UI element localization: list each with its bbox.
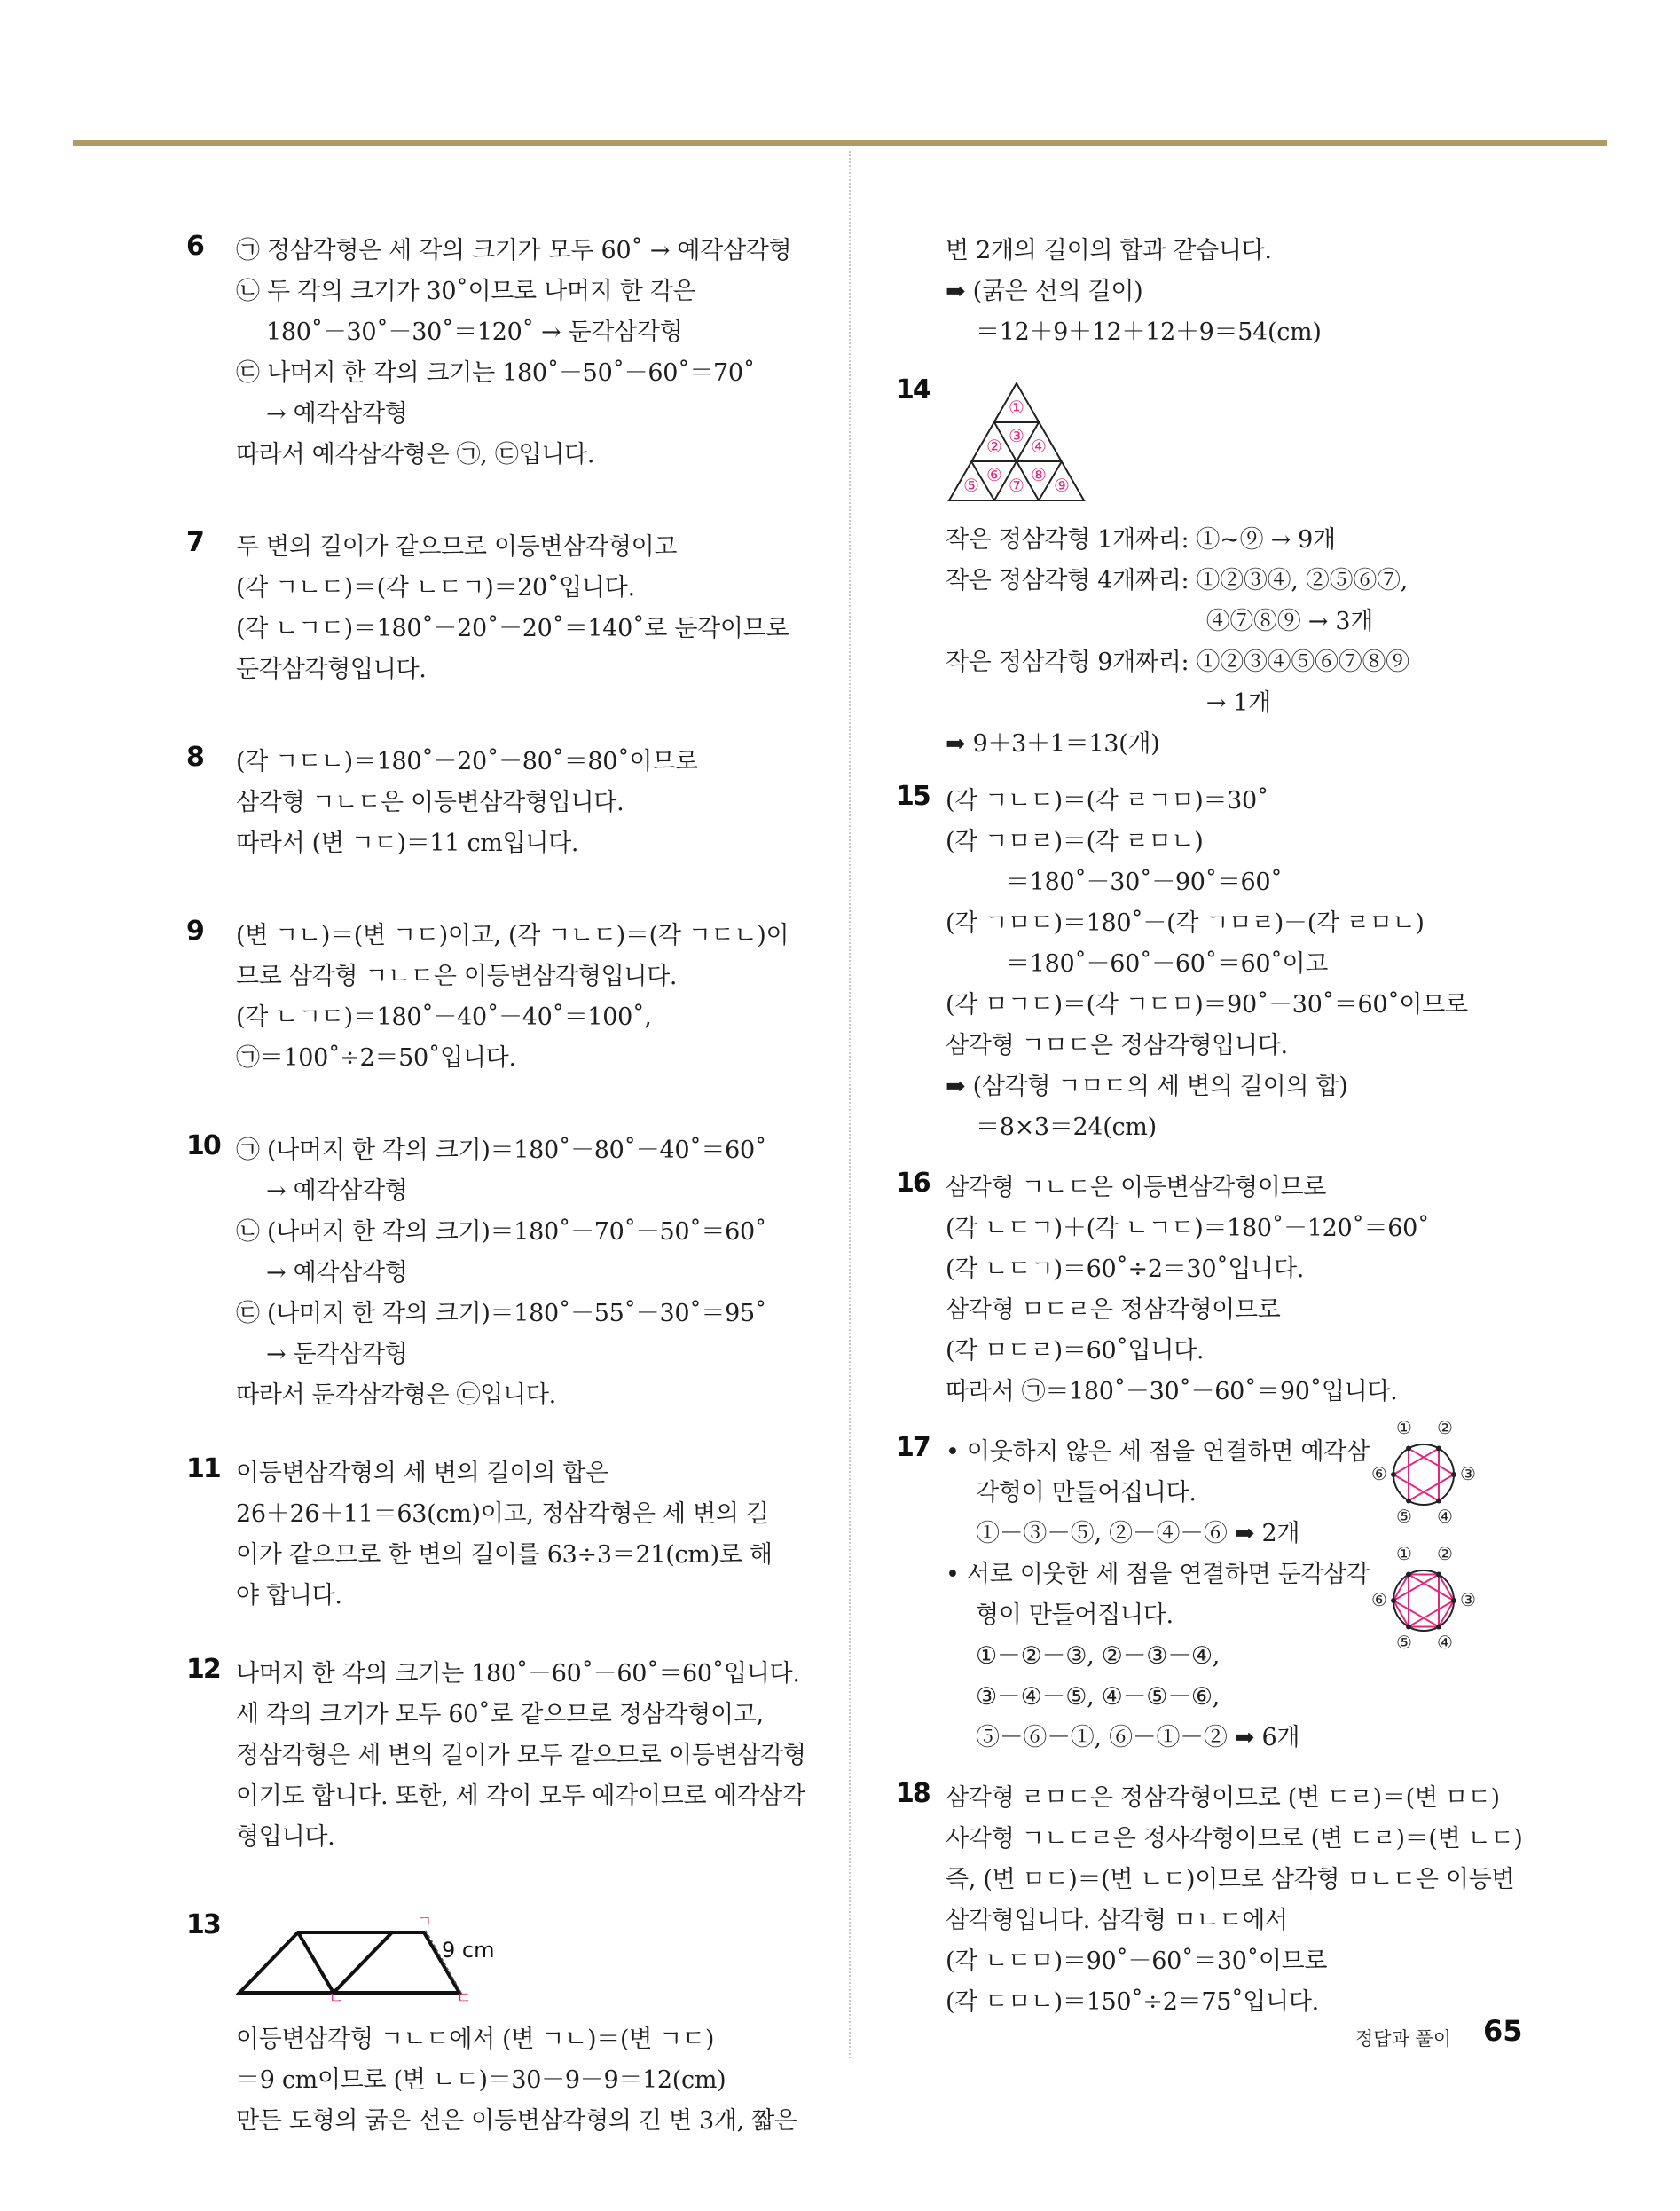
solution-line: (각 ㄱㄴㄷ)＝(각 ㄹㄱㅁ)＝30˚: [946, 787, 1269, 814]
problem-10: [186, 1130, 825, 1416]
solution-line: → 예각삼각형: [266, 400, 408, 428]
solution-line: (변 ㄱㄴ)＝(변 ㄱㄷ)이고, (각 ㄱㄴㄷ)＝(각 ㄱㄷㄴ)이: [236, 922, 789, 949]
solution-line: ①－②－③, ②－③－④,: [976, 1642, 1221, 1670]
solution-line: 따라서 예각삼각형은 ㉠, ㉢입니다.: [236, 441, 595, 468]
solution-line: (각 ㅁㄷㄹ)＝60˚입니다.: [946, 1337, 1205, 1365]
solution-line: 사각형 ㄱㄴㄷㄹ은 정사각형이므로 (변 ㄷㄹ)＝(변 ㄴㄷ): [946, 1825, 1523, 1853]
solution-line: 이등변삼각형의 세 변의 길이의 합은: [236, 1460, 608, 1487]
solution-line: 따라서 ㉠＝180˚－30˚－60˚＝90˚입니다.: [946, 1378, 1398, 1405]
problem-8: [186, 742, 825, 864]
problem-6: [186, 231, 825, 476]
solution-line: 나머지 한 각의 크기는 180˚－60˚－60˚＝60˚입니다.: [236, 1660, 800, 1688]
header-rule: [73, 140, 1607, 146]
vertex-label: ㄷ: [456, 1989, 472, 2003]
point-label: ⑥: [1371, 1463, 1387, 1484]
solution-line: ➡ (삼각형 ㄱㅁㄷ의 세 변의 길이의 합): [946, 1073, 1348, 1100]
solution-line: (각 ㄷㅁㄴ)＝150˚÷2＝75˚입니다.: [946, 1988, 1319, 2016]
problem-number: 11: [186, 1453, 220, 1484]
solution-line: 삼각형 ㅁㄷㄹ은 정삼각형이므로: [946, 1296, 1281, 1324]
solution-line: (각 ㄱㅁㄹ)＝(각 ㄹㅁㄴ): [946, 828, 1204, 855]
page-number: 65: [1483, 2014, 1523, 2048]
solution-line: 작은 정삼각형 4개짜리: ①②③④, ②⑤⑥⑦,: [946, 567, 1409, 594]
problem-number: 13: [186, 1909, 220, 1940]
solution-line: • 이웃하지 않은 세 점을 연결하면 예각삼: [946, 1438, 1370, 1466]
solution-line: ㉠ (나머지 한 각의 크기)＝180˚－80˚－40˚＝60˚: [236, 1137, 767, 1164]
solution-line: 삼각형 ㄱㄴㄷ은 이등변삼각형입니다.: [236, 789, 624, 816]
solution-line: 야 합니다.: [236, 1582, 342, 1609]
triangle-number-label: ⑧: [1031, 464, 1047, 485]
point-label: ④: [1437, 1506, 1453, 1527]
solution-line: 므로 삼각형 ㄱㄴㄷ은 이등변삼각형입니다.: [236, 963, 678, 990]
point-label: ②: [1437, 1421, 1453, 1438]
solution-line: ＝180˚－30˚－90˚＝60˚: [1006, 869, 1283, 896]
problem-cont: [896, 231, 1535, 353]
solution-line: → 1개: [946, 689, 1271, 717]
circle-six-points-obtuse-figure: [1366, 1547, 1481, 1654]
solution-line: ④⑦⑧⑨ → 3개: [946, 608, 1374, 635]
solution-line: ㉢ (나머지 한 각의 크기)＝180˚－55˚－30˚＝95˚: [236, 1300, 767, 1327]
point-label: ⑥: [1371, 1589, 1387, 1610]
solution-line: ＝12＋9＋12＋12＋9＝54(cm): [976, 319, 1322, 346]
solution-line: 즉, (변 ㅁㄷ)＝(변 ㄴㄷ)이므로 삼각형 ㅁㄴㄷ은 이등변: [946, 1866, 1515, 1893]
solution-line: 따라서 (변 ㄱㄷ)＝11 cm입니다.: [236, 830, 579, 857]
solution-line: 작은 정삼각형 9개짜리: ①②③④⑤⑥⑦⑧⑨: [946, 649, 1409, 676]
trapezoid-figure: [236, 1915, 502, 2003]
solution-line: 형입니다.: [236, 1823, 335, 1851]
point-label: ①: [1396, 1547, 1412, 1564]
left-column: [186, 231, 825, 2142]
problem-number: 15: [896, 781, 930, 812]
problem-number: 9: [186, 916, 203, 947]
solution-line: 180˚－30˚－30˚＝120˚ → 둔각삼각형: [266, 319, 683, 346]
solution-line: 각형이 만들어집니다.: [976, 1479, 1197, 1507]
point-label: ②: [1437, 1547, 1453, 1564]
solution-line: (각 ㄴㄷㅁ)＝90˚－60˚＝30˚이므로: [946, 1947, 1328, 1975]
triangle-number-label: ⑦: [1009, 475, 1024, 496]
problem-number: 6: [186, 231, 203, 262]
problem-18: [896, 1778, 1535, 2023]
problem-number: 12: [186, 1654, 220, 1685]
triangle-number-label: ⑥: [986, 464, 1002, 485]
solution-line: ㉠ 정삼각형은 세 각의 크기가 모두 60˚ → 예각삼각형: [236, 237, 792, 264]
solution-line: ⑤－⑥－①, ⑥－①－② ➡ 6개: [976, 1724, 1300, 1751]
solution-line: → 둔각삼각형: [266, 1341, 408, 1368]
point-label: ③: [1460, 1463, 1476, 1484]
solution-line: 이기도 합니다. 또한, 세 각이 모두 예각이므로 예각삼각: [236, 1782, 805, 1810]
point-label: ⑤: [1396, 1506, 1412, 1527]
problem-13: [186, 1909, 825, 2142]
solution-line: ①－③－⑤, ②－④－⑥ ➡ 2개: [976, 1520, 1300, 1547]
solution-line: 26＋26＋11＝63(cm)이고, 정삼각형은 세 변의 길: [236, 1500, 769, 1528]
problem-number: 17: [896, 1432, 930, 1463]
point-label: ⑤: [1396, 1632, 1412, 1653]
solution-line: 따라서 둔각삼각형은 ㉢입니다.: [236, 1381, 556, 1409]
problem-number: 7: [186, 527, 203, 558]
solution-line: 세 각의 크기가 모두 60˚로 같으므로 정삼각형이고,: [236, 1701, 764, 1728]
solution-line: 둔각삼각형입니다.: [236, 656, 427, 683]
problem-9: [186, 916, 825, 1079]
solution-line: (각 ㄴㄱㄷ)＝180˚－40˚－40˚＝100˚,: [236, 1003, 652, 1031]
problem-12: [186, 1654, 825, 1858]
column-divider: [849, 151, 851, 2058]
triangle-number-label: ⑤: [963, 475, 979, 496]
solution-line: ㉡ 두 각의 크기가 30˚이므로 나머지 한 각은: [236, 278, 696, 305]
problem-7: [186, 527, 825, 690]
solution-line: ➡ (굵은 선의 길이): [946, 278, 1143, 305]
solution-line: 삼각형 ㄱㄴㄷ은 이등변삼각형이므로: [946, 1174, 1327, 1201]
solution-line: 두 변의 길이가 같으므로 이등변삼각형이고: [236, 533, 678, 561]
point-label: ①: [1396, 1421, 1412, 1438]
circle-six-points-acute-figure: [1366, 1421, 1481, 1528]
solution-line: 만든 도형의 굵은 선은 이등변삼각형의 긴 변 3개, 짧은: [236, 2107, 797, 2135]
point-label: ④: [1437, 1632, 1453, 1653]
problem-number: 18: [896, 1778, 930, 1809]
solution-line: 정삼각형은 세 변의 길이가 모두 같으므로 이등변삼각형: [236, 1742, 806, 1769]
solution-line: 이가 같으므로 한 변의 길이를 63÷3＝21(cm)로 해: [236, 1541, 773, 1569]
solution-line: (각 ㄱㄴㄷ)＝(각 ㄴㄷㄱ)＝20˚입니다.: [236, 574, 635, 602]
problem-number: 16: [896, 1168, 930, 1199]
solution-line: 작은 정삼각형 1개짜리: ①~⑨ → 9개: [946, 526, 1336, 554]
solution-line: (각 ㄱㄷㄴ)＝180˚－20˚－80˚＝80˚이므로: [236, 748, 698, 775]
triangle-number-label: ③: [1009, 425, 1024, 446]
solution-line: (각 ㄱㅁㄷ)＝180˚－(각 ㄱㅁㄹ)－(각 ㄹㅁㄴ): [946, 909, 1425, 937]
problem-number: 14: [896, 374, 930, 405]
solution-line: ㉡ (나머지 한 각의 크기)＝180˚－70˚－50˚＝60˚: [236, 1218, 767, 1246]
solution-line: → 예각삼각형: [266, 1177, 408, 1205]
solution-line: ③－④－⑤, ④－⑤－⑥,: [976, 1683, 1221, 1711]
solution-line: (각 ㅁㄱㄷ)＝(각 ㄱㄷㅁ)＝90˚－30˚＝60˚이므로: [946, 991, 1468, 1019]
solution-line: 변 2개의 길이의 합과 같습니다.: [946, 237, 1272, 264]
problem-14: [896, 374, 1535, 765]
solution-line: • 서로 이웃한 세 점을 연결하면 둔각삼각: [946, 1561, 1370, 1588]
solution-line: 삼각형 ㄹㅁㄷ은 정삼각형이므로 (변 ㄷㄹ)＝(변 ㅁㄷ): [946, 1784, 1500, 1812]
problem-15: [896, 781, 1535, 1148]
triangle-number-label: ①: [1009, 397, 1024, 418]
solution-line: ㉢ 나머지 한 각의 크기는 180˚－50˚－60˚＝70˚: [236, 359, 755, 387]
solution-line: (각 ㄴㄷㄱ)＋(각 ㄴㄱㄷ)＝180˚－120˚＝60˚: [946, 1215, 1430, 1242]
problem-16: [896, 1168, 1535, 1412]
side-length-label: 9 cm: [442, 1938, 495, 1963]
solution-line: ㉠＝100˚÷2＝50˚입니다.: [236, 1044, 516, 1072]
right-column: [896, 231, 1535, 2023]
solution-line: ＝8×3＝24(cm): [976, 1113, 1157, 1141]
solution-line: 삼각형입니다. 삼각형 ㅁㄴㄷ에서: [946, 1907, 1288, 1934]
vertex-label: ㄱ: [417, 1915, 433, 1932]
solution-line: (각 ㄴㄱㄷ)＝180˚－20˚－20˚＝140˚로 둔각이므로: [236, 615, 789, 642]
solution-line: ＝9 cm이므로 (변 ㄴㄷ)＝30－9－9＝12(cm): [236, 2066, 726, 2094]
problem-11: [186, 1453, 825, 1617]
solution-line: → 예각삼각형: [266, 1259, 408, 1286]
vertex-label: ㄴ: [328, 1989, 344, 2003]
triangle-number-label: ②: [986, 436, 1002, 457]
footer-label: 정답과 풀이: [1355, 2028, 1452, 2050]
problem-17: [896, 1421, 1535, 1759]
triangle-grid-figure: [946, 380, 1087, 504]
triangle-number-label: ④: [1031, 436, 1047, 457]
problem-number: 10: [186, 1130, 220, 1161]
solution-line: 이등변삼각형 ㄱㄴㄷ에서 (변 ㄱㄴ)＝(변 ㄱㄷ): [236, 2026, 715, 2053]
point-label: ③: [1460, 1589, 1476, 1610]
solution-line: 삼각형 ㄱㅁㄷ은 정삼각형입니다.: [946, 1032, 1288, 1059]
triangle-number-label: ⑨: [1054, 475, 1070, 496]
solution-line: ＝180˚－60˚－60˚＝60˚이고: [1006, 950, 1329, 978]
solution-line: ➡ 9＋3＋1＝13(개): [946, 730, 1160, 758]
solution-line: (각 ㄴㄷㄱ)＝60˚÷2＝30˚입니다.: [946, 1255, 1305, 1283]
solution-line: 형이 만들어집니다.: [976, 1601, 1174, 1629]
problem-number: 8: [186, 742, 203, 773]
